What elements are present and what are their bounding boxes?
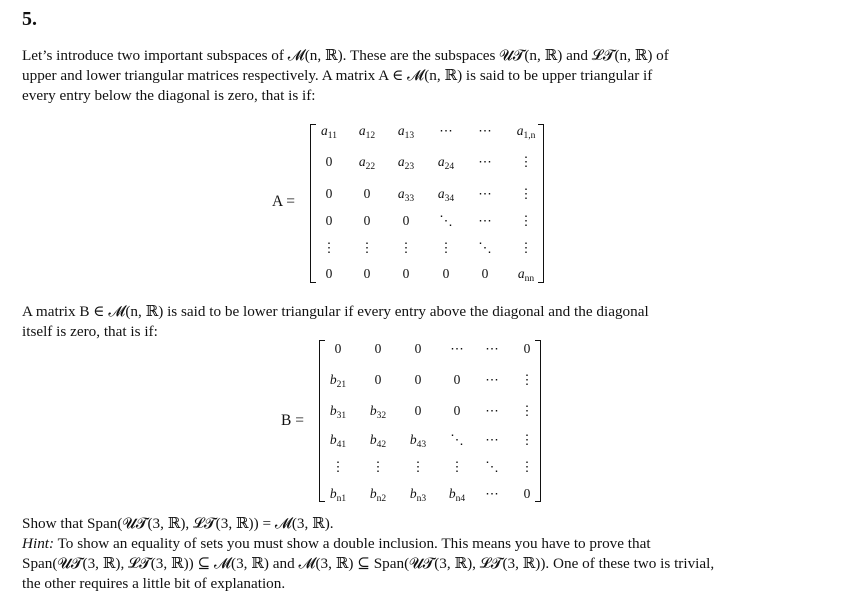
matrix-a-cell-3-6: ⋮ (519, 186, 533, 201)
matrix-b-cell-1-2: 0 (374, 341, 382, 356)
matrix-a-cell-5-5: ⋱ (478, 240, 492, 255)
matrix-b-cell-4-2: $b_{42}$ (369, 432, 387, 450)
matrix-a-cell-3-2: 0 (363, 186, 371, 201)
matrix-a-left-bracket (310, 124, 316, 283)
matrix-b-label: B = (281, 412, 304, 429)
matrix-b-right-bracket (535, 340, 541, 502)
matrix-a-cell-1-4: ⋯ (439, 123, 453, 138)
matrix-b-cell-2-4: 0 (453, 372, 461, 387)
matrix-a-cell-2-6: ⋮ (519, 154, 533, 169)
matrix-a-cell-4-5: ⋯ (478, 213, 492, 228)
matrix-b-cell-1-3: 0 (414, 341, 422, 356)
matrix-b-cell-6-3: $b_{n3}$ (409, 486, 427, 504)
matrix-b-cell-5-1: ⋮ (331, 459, 345, 474)
matrix-a-cell-1-2: $a_{12}$ (358, 123, 376, 141)
matrix-b-cell-6-6: 0 (523, 486, 531, 501)
matrix-b-cell-5-6: ⋮ (520, 459, 534, 474)
middle-line-2: itself is zero, that is if: (22, 323, 158, 340)
matrix-a-cell-2-1: 0 (325, 154, 333, 169)
matrix-b-cell-2-6: ⋮ (520, 372, 534, 387)
hint-label: Hint: (22, 535, 55, 552)
matrix-a-cell-1-6: $a_{1,n}$ (516, 123, 536, 141)
matrix-b-cell-3-5: ⋯ (485, 403, 499, 418)
matrix-b-cell-1-1: 0 (334, 341, 342, 356)
matrix-b-cell-5-2: ⋮ (371, 459, 385, 474)
matrix-b-cell-5-5: ⋱ (485, 459, 499, 474)
matrix-a-cell-6-1: 0 (325, 266, 333, 281)
matrix-b-cell-3-3: 0 (414, 403, 422, 418)
matrix-a-cell-5-4: ⋮ (439, 240, 453, 255)
matrix-b-cell-4-3: $b_{43}$ (409, 432, 427, 450)
matrix-b-cell-3-2: $b_{32}$ (369, 403, 387, 421)
matrix-b-cell-2-5: ⋯ (485, 372, 499, 387)
matrix-a-cell-6-6: $a_{nn}$ (517, 266, 535, 284)
matrix-a-cell-4-1: 0 (325, 213, 333, 228)
matrix-a-cell-6-5: 0 (481, 266, 489, 281)
matrix-a-cell-4-2: 0 (363, 213, 371, 228)
matrix-a-right-bracket (538, 124, 544, 283)
show-line: Show that Span(𝓤𝓣(3, ℝ), 𝓛𝓣(3, ℝ)) = 𝓜(3, ℝ). (22, 515, 334, 532)
matrix-a-cell-1-3: $a_{13}$ (397, 123, 415, 141)
matrix-b-cell-6-1: $b_{n1}$ (329, 486, 347, 504)
intro-line-3: every entry below the diagonal is zero, that is if: (22, 87, 316, 104)
matrix-a-cell-6-3: 0 (402, 266, 410, 281)
matrix-a-cell-1-5: ⋯ (478, 123, 492, 138)
hint-text-1: To show an equality of sets you must show a double inclusion. This means you have to prove that (54, 535, 651, 552)
matrix-a-cell-2-4: $a_{24}$ (437, 154, 455, 172)
hint-line-1 (22, 534, 651, 554)
matrix-b-left-bracket (319, 340, 325, 502)
matrix-b-cell-5-3: ⋮ (411, 459, 425, 474)
matrix-b-cell-3-4: 0 (453, 403, 461, 418)
matrix-a-cell-2-3: $a_{23}$ (397, 154, 415, 172)
matrix-a-cell-3-5: ⋯ (478, 186, 492, 201)
matrix-a-cell-5-2: ⋮ (360, 240, 374, 255)
matrix-a-cell-4-4: ⋱ (439, 213, 453, 228)
hint-line-3: the other requires a little bit of explanation. (22, 575, 286, 592)
matrix-b-cell-2-2: 0 (374, 372, 382, 387)
matrix-a-cell-4-3: 0 (402, 213, 410, 228)
matrix-b-cell-4-1: $b_{41}$ (329, 432, 347, 450)
matrix-a-cell-5-1: ⋮ (322, 240, 336, 255)
matrix-b-cell-1-6: 0 (523, 341, 531, 356)
middle-line-1: A matrix B ∈ 𝓜(n, ℝ) is said to be lower triangular if every entry above the diagonal and the diagonal (22, 303, 649, 320)
matrix-a-cell-1-1: $a_{11}$ (321, 123, 337, 141)
matrix-b-cell-1-5: ⋯ (485, 341, 499, 356)
intro-line-2: upper and lower triangular matrices respectively. A matrix A ∈ 𝓜(n, ℝ) is said to be upper triangular if (22, 67, 653, 84)
matrix-b-cell-4-4: ⋱ (450, 432, 464, 447)
matrix-b-cell-3-1: $b_{31}$ (329, 403, 347, 421)
matrix-b-cell-3-6: ⋮ (520, 403, 534, 418)
matrix-a-cell-4-6: ⋮ (519, 213, 533, 228)
matrix-a-cell-5-3: ⋮ (399, 240, 413, 255)
matrix-b-cell-6-4: $b_{n4}$ (448, 486, 466, 504)
matrix-b-cell-6-5: ⋯ (485, 486, 499, 501)
matrix-a-cell-2-5: ⋯ (478, 154, 492, 169)
matrix-a-cell-6-2: 0 (363, 266, 371, 281)
matrix-a-cell-5-6: ⋮ (519, 240, 533, 255)
matrix-a-cell-3-1: 0 (325, 186, 333, 201)
matrix-b-cell-4-6: ⋮ (520, 432, 534, 447)
problem-number: 5. (22, 8, 37, 30)
matrix-b-cell-1-4: ⋯ (450, 341, 464, 356)
matrix-a-label: A = (272, 193, 295, 210)
matrix-a-cell-6-4: 0 (442, 266, 450, 281)
matrix-b-cell-5-4: ⋮ (450, 459, 464, 474)
matrix-b-cell-2-3: 0 (414, 372, 422, 387)
matrix-b-cell-2-1: $b_{21}$ (329, 372, 347, 390)
matrix-b-cell-6-2: $b_{n2}$ (369, 486, 387, 504)
matrix-a-cell-3-4: $a_{34}$ (437, 186, 455, 204)
matrix-b-cell-4-5: ⋯ (485, 432, 499, 447)
matrix-a-cell-3-3: $a_{33}$ (397, 186, 415, 204)
hint-line-2: Span(𝓤𝓣(3, ℝ), 𝓛𝓣(3, ℝ)) ⊆ 𝓜(3, ℝ) and 𝓜(3, ℝ) ⊆ Span(𝓤𝓣(3, ℝ), 𝓛𝓣(3, ℝ)). One of these two is trivial, (22, 555, 715, 572)
matrix-a-cell-2-2: $a_{22}$ (358, 154, 376, 172)
intro-line-1: Let’s introduce two important subspaces of 𝓜(n, ℝ). These are the subspaces 𝓤𝓣(n, ℝ) and 𝓛𝓣(n, ℝ) of (22, 47, 669, 64)
